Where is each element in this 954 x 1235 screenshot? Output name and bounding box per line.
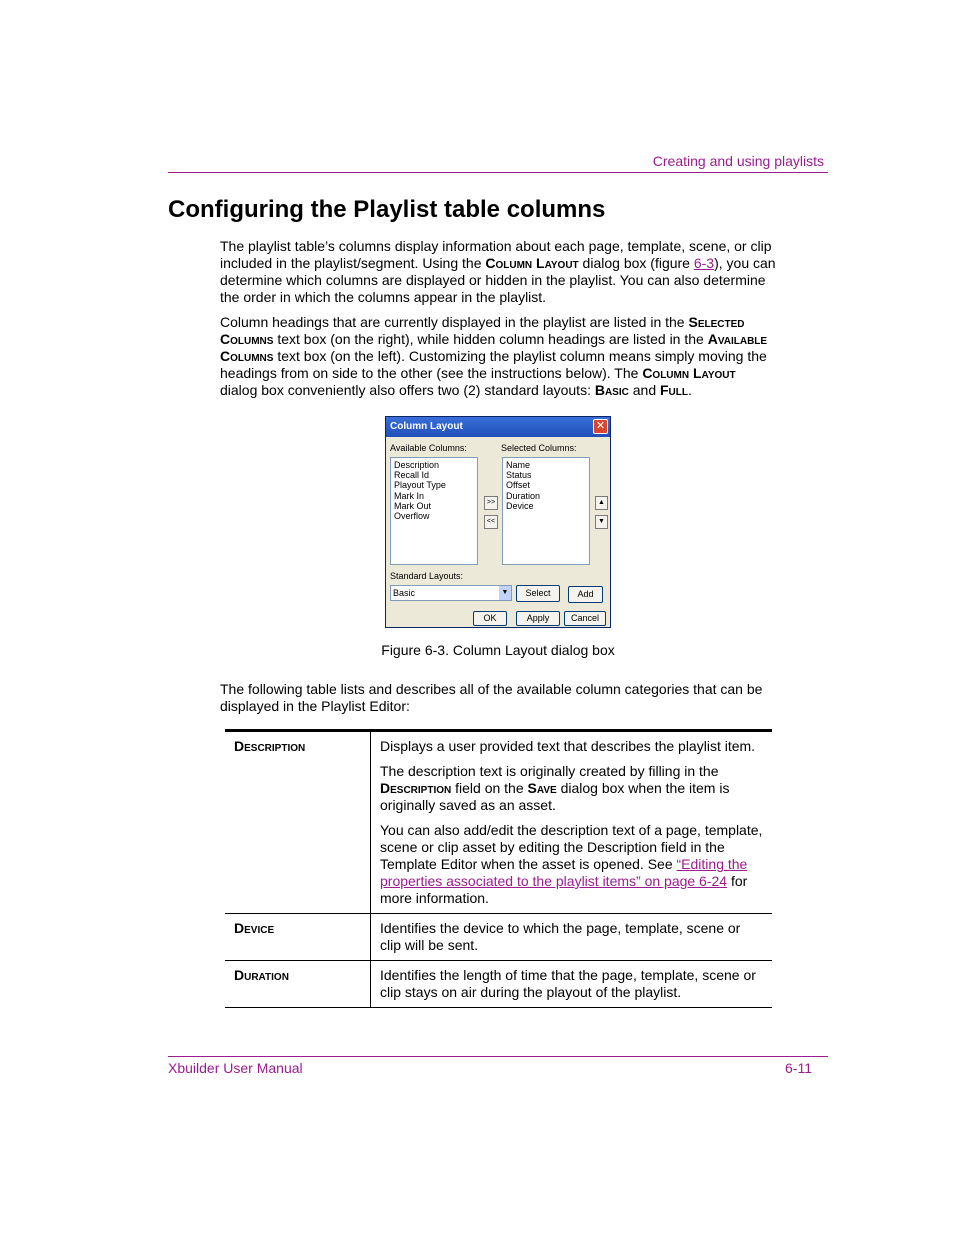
- description-field-term: Description: [380, 780, 452, 796]
- dialog-title: Column Layout: [390, 421, 463, 432]
- basic-term: Basic: [594, 382, 629, 398]
- list-item[interactable]: Overflow: [394, 511, 430, 522]
- selected-columns-label: Selected Columns:: [501, 443, 577, 453]
- column-headings-paragraph: [220, 314, 776, 399]
- selected-columns-term: Selected Columns: [220, 314, 745, 347]
- para1-text-2: dialog box (figure: [578, 255, 694, 271]
- description-p1: Displays a user provided text that describes the playlist item.: [380, 738, 756, 754]
- para2-text-2: text box (on the right), while hidden column headings are listed in the: [273, 331, 708, 347]
- description-p3-text-1: You can also add/edit the description text of a page, template, scene or clip asset by editing the Description field in the Template Editor when the asset is opened. See: [380, 822, 763, 872]
- move-right-button[interactable]: >>: [484, 496, 498, 510]
- footer-rule: [168, 1056, 828, 1057]
- list-item[interactable]: Offset: [506, 480, 530, 491]
- definition-device: Identifies the device to which the page, template, scene or clip will be sent.: [380, 920, 741, 953]
- dialog-title-bar: [386, 417, 610, 437]
- description-p2: [380, 763, 764, 814]
- description-p2-text-2: field on the: [451, 780, 528, 796]
- standard-layouts-value: Basic: [393, 588, 416, 598]
- standard-layouts-label: Standard Layouts:: [390, 571, 464, 581]
- figure-link[interactable]: 6-3: [693, 255, 715, 271]
- close-icon[interactable]: ✕: [593, 419, 608, 434]
- table-row: [225, 961, 772, 1008]
- term-device: Device: [225, 914, 371, 961]
- list-item[interactable]: Device: [506, 500, 534, 511]
- term-description: Description: [225, 731, 371, 914]
- move-left-button[interactable]: <<: [484, 515, 498, 529]
- para2-text-6: .: [688, 382, 692, 398]
- description-p3-text-2: for more information.: [380, 873, 748, 906]
- table-intro-paragraph: The following table lists and describes all of the available column categories that can be displayed in the Playlist Editor:: [220, 681, 763, 714]
- intro-paragraph: [220, 238, 776, 306]
- description-p2-text-1: The description text is originally created by filling in the: [380, 763, 719, 779]
- list-item[interactable]: Mark Out: [394, 500, 432, 511]
- para2-text-4: dialog box conveniently also offers two (2) standard layouts:: [220, 382, 595, 398]
- list-item[interactable]: Description: [394, 460, 440, 470]
- description-p3: [380, 822, 764, 907]
- move-up-icon[interactable]: ▲: [595, 496, 608, 510]
- para1-text-1: The playlist table’s columns display information about each page, template, scene, or clip included in the playlist/segment. Using the: [220, 238, 772, 271]
- header-rule: [168, 172, 828, 173]
- chevron-down-icon[interactable]: ▼: [499, 586, 511, 600]
- para1-column-layout-term: Column Layout: [485, 255, 579, 271]
- figure-caption: Figure 6-3. Column Layout dialog box: [381, 642, 615, 658]
- list-item[interactable]: Mark In: [394, 490, 425, 501]
- column-layout-dialog: [385, 416, 611, 628]
- standard-layouts-select[interactable]: [390, 585, 512, 601]
- term-duration: Duration: [225, 961, 371, 1008]
- list-item[interactable]: Recall Id: [394, 470, 430, 481]
- apply-button[interactable]: Apply: [516, 611, 560, 626]
- editing-properties-link[interactable]: “Editing the properties associated to the playlist items” on page 6-24: [380, 856, 748, 889]
- move-down-icon[interactable]: ▼: [595, 515, 608, 529]
- list-item[interactable]: Duration: [506, 490, 541, 501]
- definition-duration: Identifies the length of time that the page, template, scene or clip stays on air during the playout of the playlist.: [380, 967, 756, 1000]
- cancel-button[interactable]: Cancel: [564, 611, 606, 626]
- available-columns-list[interactable]: [390, 457, 478, 565]
- table-row: [225, 914, 772, 961]
- footer-manual-title: Xbuilder User Manual: [168, 1060, 303, 1076]
- table-row: [225, 731, 772, 914]
- para2-text-3: text box (on the left). Customizing the playlist column means simply moving the headings from on side to the other (see the instructions below). The: [220, 348, 767, 381]
- para2-text-5: and: [628, 382, 660, 398]
- running-header: Creating and using playlists: [652, 153, 824, 169]
- description-p2-text-3: dialog box when the item is originally saved as an asset.: [380, 780, 730, 813]
- list-item[interactable]: Name: [506, 460, 531, 470]
- list-item[interactable]: Playout Type: [394, 480, 446, 491]
- list-item[interactable]: Status: [506, 470, 532, 481]
- add-button[interactable]: Add: [568, 586, 603, 603]
- para2-text-1: Column headings that are currently displayed in the playlist are listed in the: [220, 314, 689, 330]
- para1-text-3: ), you can determine which columns are displayed or hidden in the playlist. You can also determine the order in which the columns appear in the playlist.: [220, 255, 776, 305]
- page-title: Configuring the Playlist table columns: [168, 196, 606, 223]
- select-button[interactable]: Select: [516, 585, 560, 602]
- page-number: 6-11: [785, 1060, 812, 1076]
- save-term: Save: [527, 780, 557, 796]
- available-columns-term: Available Columns: [220, 331, 768, 364]
- column-categories-table: [225, 729, 772, 1008]
- selected-columns-list[interactable]: [502, 457, 590, 565]
- ok-button[interactable]: OK: [473, 611, 507, 626]
- available-columns-label: Available Columns:: [390, 443, 467, 453]
- full-term: Full: [660, 382, 688, 398]
- definition-description: [371, 731, 773, 914]
- column-layout-term: Column Layout: [642, 365, 736, 381]
